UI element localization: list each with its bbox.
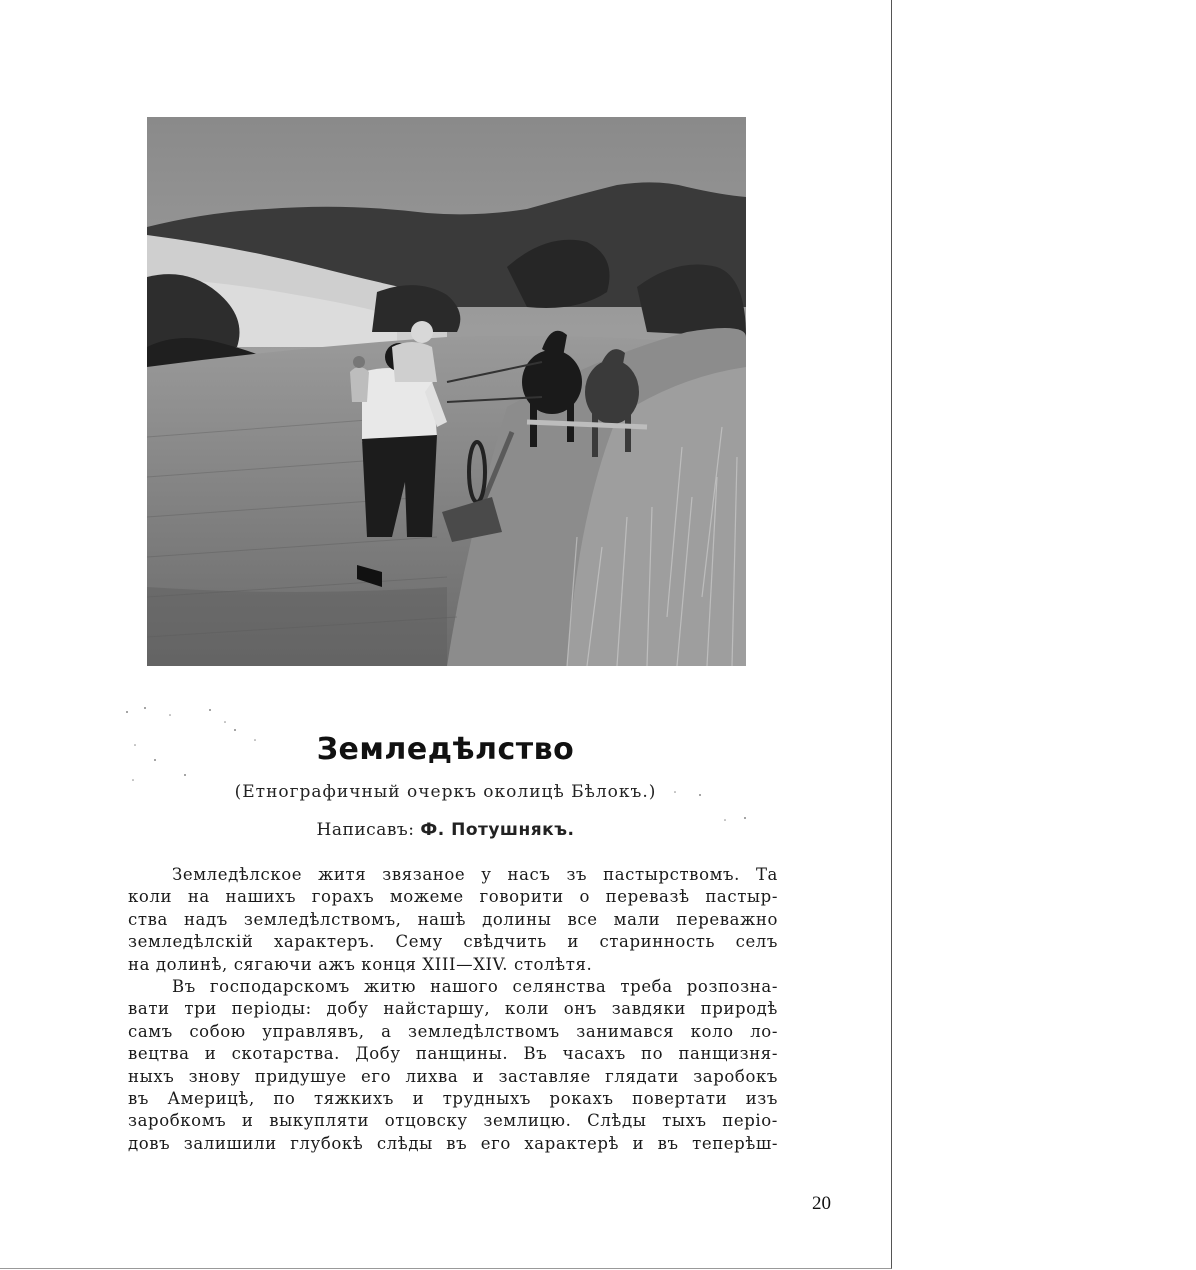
body-line: коли на нашихъ горахъ можеме говорити о перевазѣ пастыр- [128, 887, 778, 907]
byline-author: Ф. Потушнякъ. [420, 820, 575, 840]
article-body [128, 864, 778, 1155]
plowing-field-photo [147, 117, 746, 666]
photo-illustration [147, 117, 746, 666]
body-line: довъ залишили глубокѣ слѣды въ его характерѣ и въ теперѣш- [128, 1133, 778, 1153]
body-line: въ Америцѣ, по тяжкихъ и трудныхъ рокахъ повертати изъ [128, 1089, 778, 1109]
body-line: вати три періоды: добу найстаршу, коли онъ завдяки природѣ [128, 999, 778, 1019]
byline-prefix: Написавъ: [316, 820, 415, 840]
body-line: на долинѣ, сягаючи ажъ конця XIII—XIV. столѣтя. [128, 954, 593, 974]
body-line: заробкомъ и выкупляти отцовску землицю. Слѣды тыхъ періо- [128, 1111, 778, 1131]
article-title: Земледѣлство [316, 732, 575, 767]
body-line: вецтва и скотарства. Добу панщины. Въ часахъ по панщизня- [128, 1044, 778, 1064]
page-number: 20 [812, 1193, 831, 1214]
body-line: Земледѣлское житя звязаное у насъ зъ пастырствомъ. Та [172, 865, 778, 884]
body-line: самъ собою управлявъ, а земледѣлствомъ занимався коло ло- [128, 1021, 778, 1041]
article-subtitle: (Етнографичный очеркъ околицѣ Бѣлокъ.) [234, 782, 657, 802]
body-line: ныхъ знову придушуе его лихва и заставляе глядати заробокъ [128, 1066, 778, 1086]
byline [0, 820, 891, 840]
body-line: Въ господарскомъ житю нашого селянства треба розпозна- [172, 977, 778, 997]
body-line: земледѣлскій характеръ. Сему свѣдчить и старинность селъ [128, 932, 778, 952]
body-line: ства надъ земледѣлствомъ, нашѣ долины все мали переважно [128, 909, 778, 929]
